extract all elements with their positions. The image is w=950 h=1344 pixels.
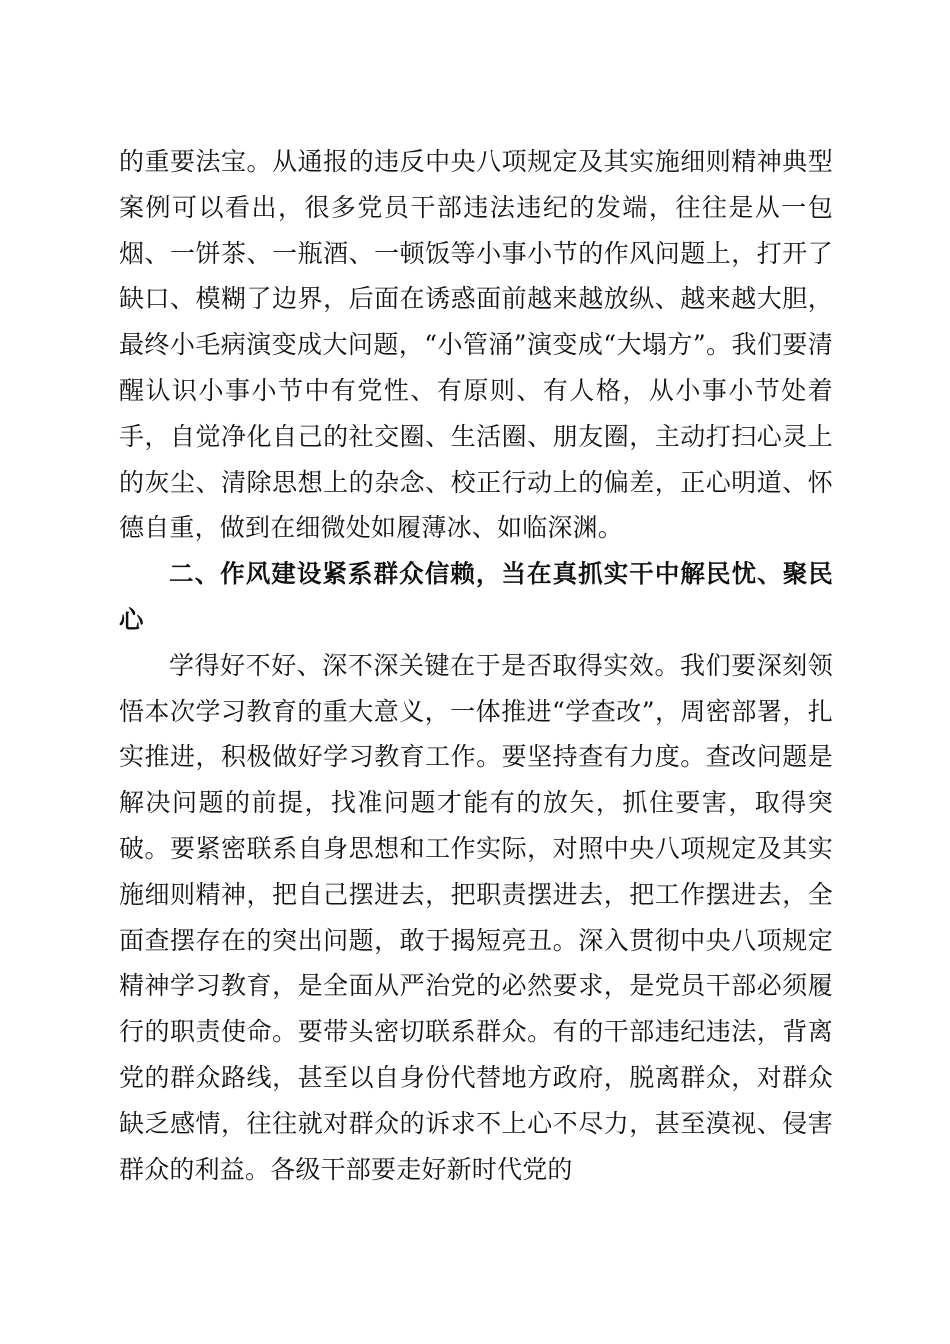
section-heading: 二、作风建设紧系群众信赖，当在真抓实干中解民忧、聚民心 — [119, 559, 833, 634]
body-paragraph: 学得好不好、深不深关键在于是否取得实效。我们要深刻领悟本次学习教育的重大意义，一体推进“学查改”，周密部署，扎实推进，积极做好学习教育工作。要坚持查有力度。查改问题是解决问题的前提，找准问题才能有的放矢，抓住要害，取得突破。要紧密联系自身思想和工作实际，对照中央八项规定及其实施细则精神，把自己摆进去，把职责摆进去，把工作摆进去，全面查摆存在的突出问题，敢于揭短亮丑。深入贯彻中央八项规定精神学习教育，是全面从严治党的必然要求，是党员干部必须履行的职责使命。要带头密切联系群众。有的干部违纪违法，背离党的群众路线，甚至以自身份代替地方政府，脱离群众，对群众缺乏感情，往往就对群众的诉求不上心不尽力，甚至漠视、侵害群众的利益。各级干部要走好新时代党的 — [119, 650, 833, 1184]
continued-paragraph: 的重要法宝。从通报的违反中央八项规定及其实施细则精神典型案例可以看出，很多党员干部违法违纪的发端，往往是从一包烟、一饼茶、一瓶酒、一顿饭等小事小节的作风问题上，打开了缺口、模糊了边界，后面在诱惑面前越来越放纵、越来越大胆，最终小毛病演变成大问题，“小管涌”演变成“大塌方”。我们要清醒认识小事小节中有党性、有原则、有人格，从小事小节处着手，自觉净化自己的社交圈、生活圈、朋友圈，主动打扫心灵上的灰尘、清除思想上的杂念、校正行动上的偏差，正心明道、怀德自重，做到在细微处如履薄冰、如临深渊。 — [119, 147, 833, 543]
document-body — [119, 139, 833, 1192]
